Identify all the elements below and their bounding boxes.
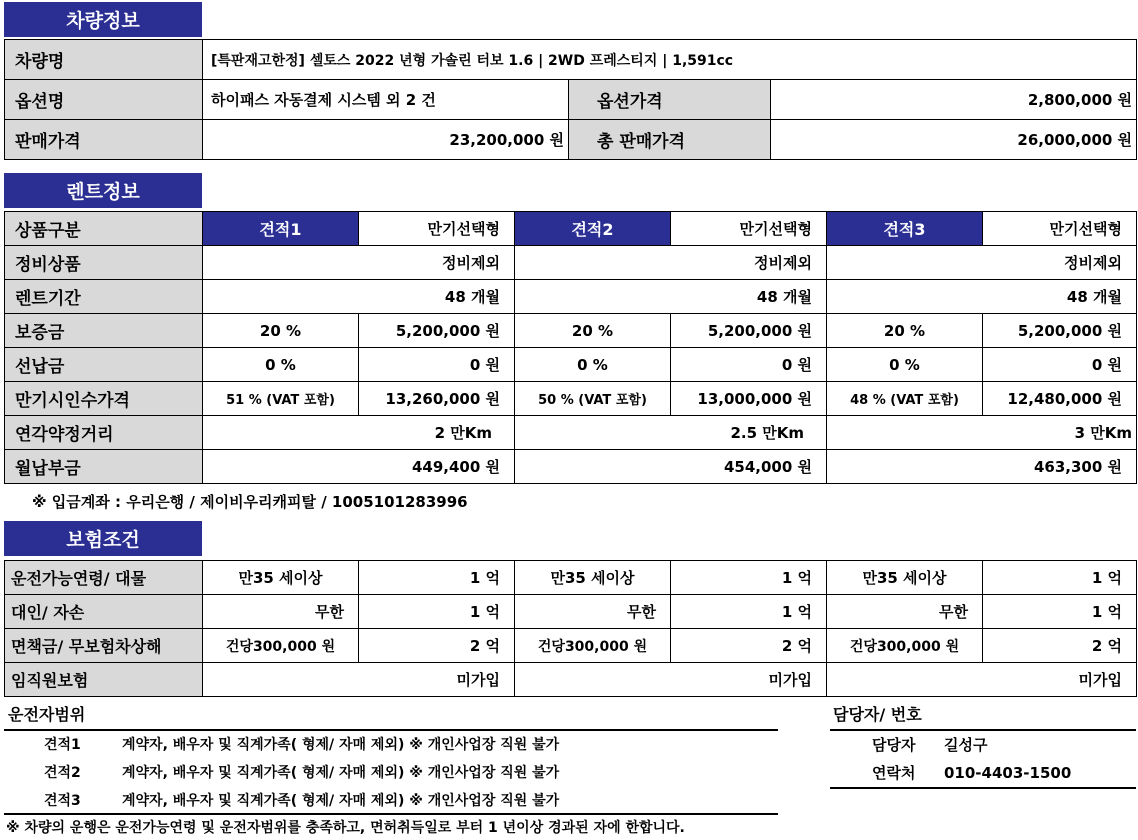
quote-1-residual-amt: 13,260,000 원 xyxy=(359,382,515,416)
insurance-section-header: 보험조건 xyxy=(4,521,202,556)
option-name-label: 옵션명 xyxy=(5,80,203,120)
mileage-label: 연각약정거리 xyxy=(5,416,203,450)
quote-1-property: 1 억 xyxy=(359,561,515,595)
quote-1-prepay-amt: 0 원 xyxy=(359,348,515,382)
quote-3-deposit-pct: 20 % xyxy=(827,314,983,348)
vehicle-name-value: [특판재고한정] 셀토스 2022 년형 가솔린 터보 1.6 | 2WD 프레스티지 | 1,591cc xyxy=(203,40,1137,80)
driver-age-label: 운전가능연령/ 대물 xyxy=(5,561,203,595)
employee-insurance-label: 임직원보험 xyxy=(5,663,203,697)
quote-1-deposit-pct: 20 % xyxy=(203,314,359,348)
contact-phone-row xyxy=(872,762,1071,783)
quote-3-self: 1 억 xyxy=(983,595,1137,629)
account-note: ※ 입금계좌 : 우리은행 / 제이비우리캐피탈 / 1005101283996 xyxy=(32,493,468,511)
maintenance-label: 정비상품 xyxy=(5,246,203,280)
quote-3-age: 만35 세이상 xyxy=(827,561,983,595)
residual-label: 만기시인수가격 xyxy=(5,382,203,416)
quote-2-residual-amt: 13,000,000 원 xyxy=(671,382,827,416)
option-name-value: 하이패스 자동결제 시스템 외 2 건 xyxy=(203,80,569,120)
quote-2-residual-pct: 50 % (VAT 포함) xyxy=(515,382,671,416)
contact-phone-label: 연락처 xyxy=(872,764,916,782)
quote-3-period: 48 개월 xyxy=(827,280,1137,314)
quote-3-monthly: 463,300 원 xyxy=(827,450,1137,484)
driver-scope-quote-name: 견적3 xyxy=(44,793,81,809)
quote-2-uninsured: 2 억 xyxy=(671,629,827,663)
quote-1-monthly: 449,400 원 xyxy=(203,450,515,484)
total-price-label: 총 판매가격 xyxy=(569,120,771,160)
quote-3-mileage: 3 만Km xyxy=(827,416,1137,450)
contact-manager-value: 길성구 xyxy=(944,736,988,754)
quote-1-mileage: 2 만Km xyxy=(203,416,515,450)
driver-scope-row xyxy=(44,734,559,754)
quote-1-deposit-amt: 5,200,000 원 xyxy=(359,314,515,348)
quote-2-self: 1 억 xyxy=(671,595,827,629)
driver-scope-quote-name: 견적1 xyxy=(44,737,81,753)
driver-scope-row xyxy=(44,762,559,782)
quote-2-prepay-amt: 0 원 xyxy=(671,348,827,382)
vehicle-table xyxy=(4,39,1137,160)
driver-scope-row xyxy=(44,790,559,810)
deposit-label: 보증금 xyxy=(5,314,203,348)
quote-3-uninsured: 2 억 xyxy=(983,629,1137,663)
driver-scope-text: 계약자, 배우자 및 직계가족( 형제/ 자매 제외) ※ 개인사업장 직원 불가 xyxy=(122,765,560,781)
contact-divider-bottom xyxy=(830,787,1136,789)
quote-3-prepay-pct: 0 % xyxy=(827,348,983,382)
driver-scope-title: 운전자범위 xyxy=(8,705,86,724)
driver-scope-quote-name: 견적2 xyxy=(44,765,81,781)
driver-scope-text: 계약자, 배우자 및 직계가족( 형제/ 자매 제외) ※ 개인사업장 직원 불가 xyxy=(122,737,560,753)
quote-3-type: 만기선택형 xyxy=(983,212,1137,246)
contact-phone-value: 010-4403-1500 xyxy=(944,764,1072,782)
quote-1-employee: 미가입 xyxy=(203,663,515,697)
insurance-table xyxy=(4,560,1137,697)
quote-3-property: 1 억 xyxy=(983,561,1137,595)
person-self-label: 대인/ 자손 xyxy=(5,595,203,629)
quote-2-mileage: 2.5 만Km xyxy=(515,416,827,450)
sale-price-value: 23,200,000 원 xyxy=(203,120,569,160)
contact-manager-label: 담당자 xyxy=(872,736,916,754)
quote-3-header: 견적3 xyxy=(827,212,983,246)
footer-divider xyxy=(4,813,778,815)
quote-2-deposit-amt: 5,200,000 원 xyxy=(671,314,827,348)
quote-1-age: 만35 세이상 xyxy=(203,561,359,595)
option-price-label: 옵션가격 xyxy=(569,80,771,120)
quote-2-deductible: 건당300,000 원 xyxy=(515,629,671,663)
sale-price-label: 판매가격 xyxy=(5,120,203,160)
quote-1-maintenance: 정비제외 xyxy=(203,246,515,280)
footer-note: ※ 차량의 운행은 운전가능연령 및 운전자범위를 충족하고, 면허취득일로 부터 1 년이상 경과된 자에 한합니다. xyxy=(6,820,685,836)
driver-scope-divider xyxy=(4,729,778,731)
quote-1-type: 만기선택형 xyxy=(359,212,515,246)
quote-2-deposit-pct: 20 % xyxy=(515,314,671,348)
quote-1-self: 1 억 xyxy=(359,595,515,629)
quote-2-prepay-pct: 0 % xyxy=(515,348,671,382)
quote-3-employee: 미가입 xyxy=(827,663,1137,697)
quote-1-period: 48 개월 xyxy=(203,280,515,314)
quote-3-deposit-amt: 5,200,000 원 xyxy=(983,314,1137,348)
quote-1-deductible: 건당300,000 원 xyxy=(203,629,359,663)
prepay-label: 선납금 xyxy=(5,348,203,382)
quote-3-deductible: 건당300,000 원 xyxy=(827,629,983,663)
contact-title: 담당자/ 번호 xyxy=(833,705,922,724)
rent-section-header: 렌트정보 xyxy=(4,173,202,208)
quote-1-prepay-pct: 0 % xyxy=(203,348,359,382)
deductible-label: 면책금/ 무보험차상해 xyxy=(5,629,203,663)
contact-manager-row xyxy=(872,734,987,755)
quote-2-monthly: 454,000 원 xyxy=(515,450,827,484)
quote-2-type: 만기선택형 xyxy=(671,212,827,246)
quote-2-employee: 미가입 xyxy=(515,663,827,697)
quote-3-person: 무한 xyxy=(827,595,983,629)
product-type-label: 상품구분 xyxy=(5,212,203,246)
vehicle-name-label: 차량명 xyxy=(5,40,203,80)
rent-table xyxy=(4,211,1137,484)
quote-2-maintenance: 정비제외 xyxy=(515,246,827,280)
option-price-value: 2,800,000 원 xyxy=(771,80,1137,120)
quote-1-person: 무한 xyxy=(203,595,359,629)
quote-2-header: 견적2 xyxy=(515,212,671,246)
driver-scope-text: 계약자, 배우자 및 직계가족( 형제/ 자매 제외) ※ 개인사업장 직원 불가 xyxy=(122,793,560,809)
quote-2-age: 만35 세이상 xyxy=(515,561,671,595)
quote-3-residual-pct: 48 % (VAT 포함) xyxy=(827,382,983,416)
contact-divider-top xyxy=(830,729,1136,731)
vehicle-section-header: 차량정보 xyxy=(4,2,202,37)
quote-3-prepay-amt: 0 원 xyxy=(983,348,1137,382)
rent-period-label: 렌트기간 xyxy=(5,280,203,314)
monthly-payment-label: 월납부금 xyxy=(5,450,203,484)
quote-1-uninsured: 2 억 xyxy=(359,629,515,663)
quote-1-header: 견적1 xyxy=(203,212,359,246)
total-price-value: 26,000,000 원 xyxy=(771,120,1137,160)
quote-3-residual-amt: 12,480,000 원 xyxy=(983,382,1137,416)
quote-2-property: 1 억 xyxy=(671,561,827,595)
quote-1-residual-pct: 51 % (VAT 포함) xyxy=(203,382,359,416)
quote-3-maintenance: 정비제외 xyxy=(827,246,1137,280)
quote-2-person: 무한 xyxy=(515,595,671,629)
quote-2-period: 48 개월 xyxy=(515,280,827,314)
